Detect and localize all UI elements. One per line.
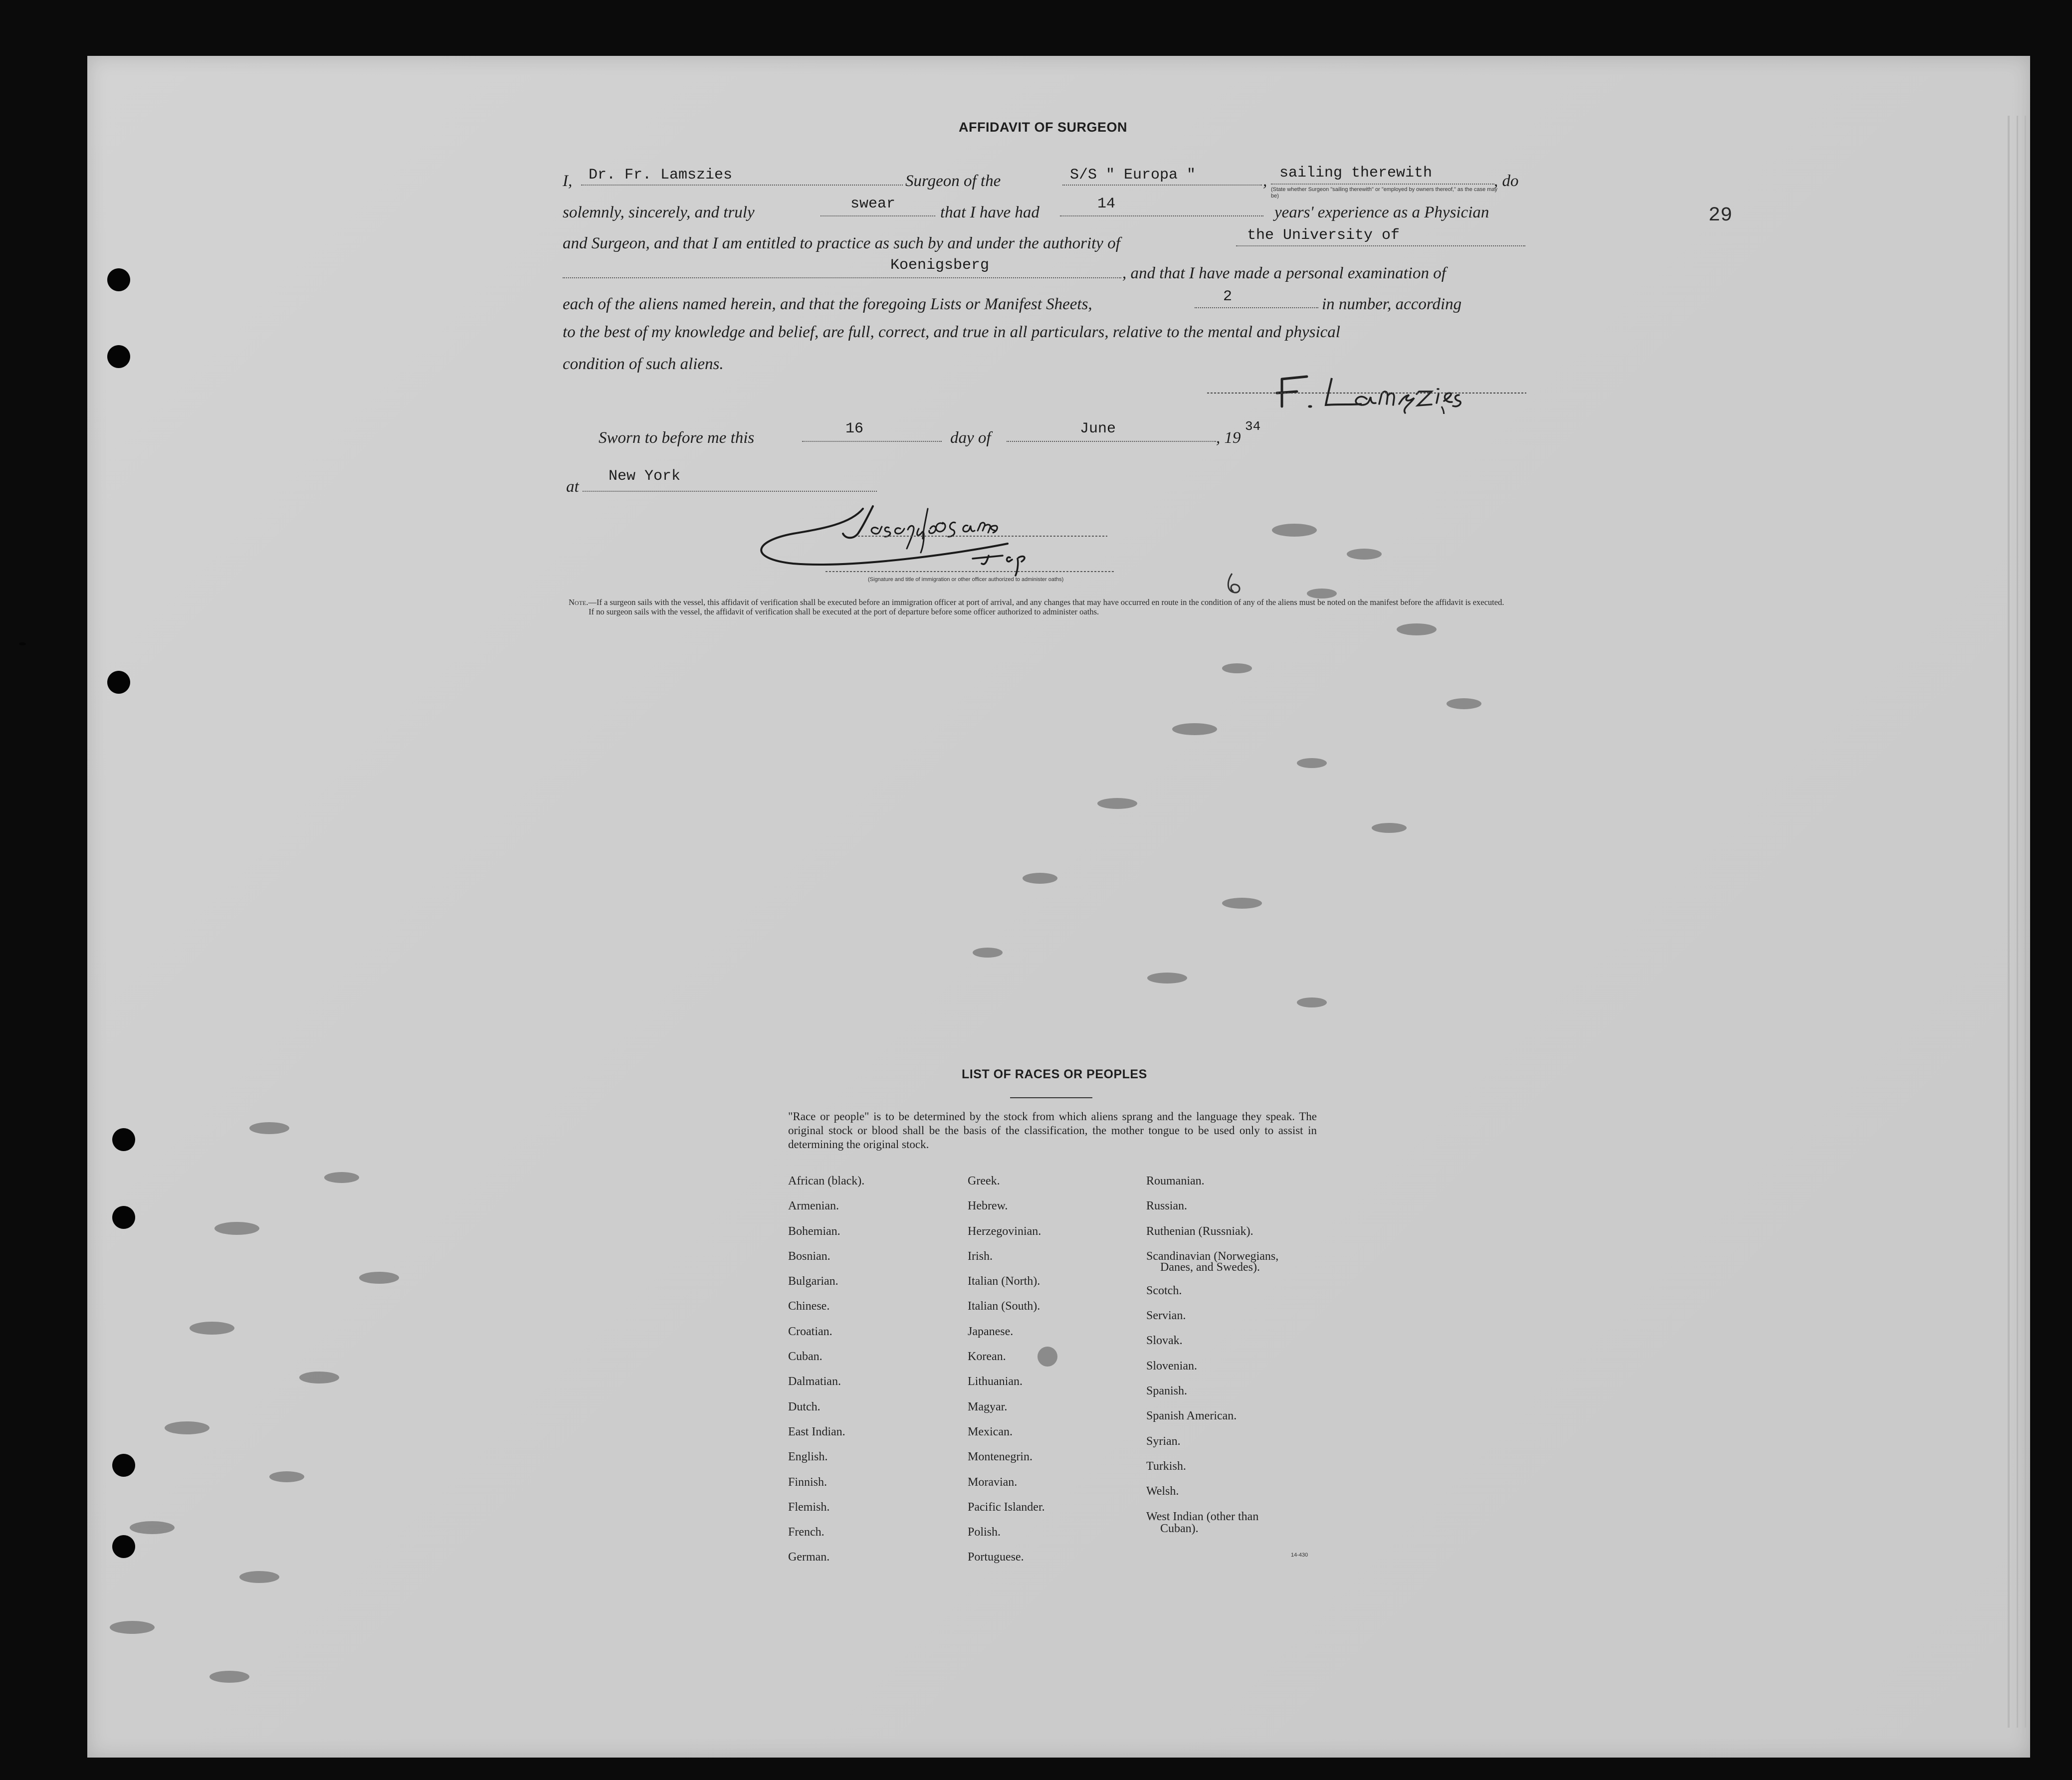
races-column-2 — [968, 1175, 1045, 1576]
authority-name: the University of — [1247, 227, 1400, 244]
years-exp-label: years' experience as a Physician — [1274, 203, 1489, 221]
binder-hole — [107, 268, 130, 291]
fill-rule — [1060, 215, 1263, 216]
race-item: Portuguese. — [968, 1551, 1024, 1564]
binder-hole — [112, 1128, 135, 1151]
fill-rule — [583, 491, 877, 492]
page-edge — [2025, 116, 2026, 1728]
officer-caption: (Signature and title of immigration or other officer authorized to administer oaths) — [868, 577, 1064, 583]
race-item: Armenian. — [788, 1199, 839, 1213]
race-item: Bosnian. — [788, 1249, 830, 1263]
affidavit-title: AFFIDAVIT OF SURGEON — [959, 120, 1127, 135]
comma: , — [1263, 172, 1267, 190]
manifest-sheets-count: 2 — [1223, 288, 1233, 305]
note-line-2: If no surgeon sails with the vessel, the affidavit of verification shall be executed at the port of departure before some officer authorized to administer oaths. — [589, 607, 1099, 616]
binder-hole — [107, 345, 130, 368]
race-item: Spanish American. — [1146, 1409, 1237, 1423]
race-item: Syrian. — [1146, 1434, 1181, 1448]
day-of-label: day of — [950, 429, 991, 447]
affidavit-note — [569, 597, 1531, 616]
binder-hole — [107, 671, 130, 694]
race-item: Ruthenian (Russniak). — [1146, 1224, 1253, 1238]
race-item: Finnish. — [788, 1475, 828, 1489]
race-item: Dalmatian. — [788, 1375, 841, 1388]
races-intro: "Race or people" is to be determined by the stock from which aliens sprang and the language they speak. The original stock or blood shall be the basis of the classification, the mother tongue to be used only to assist in determining the original stock. — [788, 1110, 1317, 1151]
sailing-note: (State whether Surgeon "sailing therewith" or "employed by owners thereof," as the case may be) — [1271, 187, 1498, 199]
race-item: Moravian. — [968, 1475, 1018, 1489]
oath-type: swear — [850, 196, 896, 212]
sworn-month: June — [1080, 420, 1116, 437]
scribble-mark — [1222, 571, 1252, 596]
binder-hole — [112, 1454, 135, 1477]
fill-rule — [581, 185, 903, 186]
ship-name: S/S " Europa " — [1070, 167, 1196, 184]
race-item: Slovenian. — [1146, 1359, 1197, 1373]
officer-signature — [758, 494, 1147, 589]
race-item: Herzegovinian. — [968, 1224, 1041, 1238]
races-column-1 — [788, 1175, 864, 1576]
race-item: Chinese. — [788, 1300, 830, 1313]
fill-rule — [563, 277, 1121, 278]
surgeon-signature — [1207, 359, 1526, 414]
race-item: Pacific Islander. — [968, 1500, 1045, 1514]
race-item: West Indian (other than — [1146, 1510, 1259, 1523]
entitled-text: and Surgeon, and that I am entitled to practice as such by and under the authority of — [563, 234, 1120, 252]
race-item: Italian (South). — [968, 1300, 1040, 1313]
affidavit-i: I, — [563, 172, 573, 190]
race-item: Roumanian. — [1146, 1175, 1205, 1187]
race-item: Irish. — [968, 1249, 993, 1263]
race-item: Bulgarian. — [788, 1275, 838, 1288]
binder-hole — [112, 1535, 135, 1558]
race-item: Cuban. — [788, 1350, 823, 1364]
race-item: Russian. — [1146, 1199, 1188, 1213]
race-item: Hebrew. — [968, 1199, 1008, 1213]
race-item: Lithuanian. — [968, 1375, 1023, 1388]
race-item: Japanese. — [968, 1325, 1014, 1338]
race-item: Magyar. — [968, 1400, 1008, 1413]
race-item: Croatian. — [788, 1325, 832, 1338]
at-label: at — [566, 478, 579, 496]
race-item: Montenegrin. — [968, 1450, 1033, 1464]
fill-rule — [1007, 441, 1216, 442]
authority-name-cont: Koenigsberg — [890, 257, 990, 274]
that-had-label: that I have had — [940, 203, 1039, 221]
condition-text: condition of such aliens. — [563, 355, 724, 373]
speck — [19, 642, 26, 645]
page-number: 29 — [1708, 204, 1733, 227]
fill-rule — [1271, 184, 1494, 185]
title-underline — [1010, 1097, 1092, 1098]
race-item: Greek. — [968, 1175, 1000, 1187]
race-item: Scotch. — [1146, 1284, 1182, 1297]
sworn-label: Sworn to before me this — [599, 429, 755, 447]
race-item: African (black). — [788, 1175, 865, 1187]
note-label: Note. — [569, 597, 589, 607]
sworn-day: 16 — [845, 420, 864, 437]
race-item: East Indian. — [788, 1425, 845, 1438]
in-number-label: in number, according — [1322, 295, 1462, 313]
fill-rule — [1236, 245, 1525, 246]
page-edge — [2017, 116, 2018, 1728]
race-item: Italian (North). — [968, 1275, 1040, 1288]
years-experience: 14 — [1097, 196, 1116, 212]
races-column-3 — [1146, 1175, 1278, 1547]
race-item: Turkish. — [1146, 1459, 1186, 1473]
binder-hole — [112, 1206, 135, 1229]
form-code: 14-430 — [1291, 1552, 1308, 1558]
race-item: Bohemian. — [788, 1224, 840, 1238]
surgeon-name: Dr. Fr. Lamszies — [589, 167, 733, 184]
fill-rule — [1062, 185, 1262, 186]
personal-exam-text: , and that I have made a personal examination of — [1122, 264, 1446, 282]
fill-rule — [821, 215, 935, 216]
race-item: Welsh. — [1146, 1485, 1179, 1498]
fill-rule — [802, 441, 942, 442]
race-item-cont: Cuban). — [1160, 1522, 1199, 1535]
knowledge-text: to the best of my knowledge and belief, are full, correct, and true in all particulars, relative to the mental and physical — [563, 323, 1340, 341]
race-item: Servian. — [1146, 1309, 1186, 1323]
race-item: English. — [788, 1450, 828, 1464]
foregoing-lists-text: each of the aliens named herein, and that the foregoing Lists or Manifest Sheets, — [563, 295, 1092, 313]
race-item: Polish. — [968, 1526, 1001, 1539]
do-label: , do — [1494, 172, 1519, 190]
race-item: Scandinavian (Norwegians, — [1146, 1249, 1279, 1263]
sailing-status: sailing therewith — [1279, 165, 1433, 182]
surgeon-of-label: Surgeon of the — [905, 172, 1001, 190]
year-prefix: , 19 — [1216, 429, 1241, 447]
solemnly-label: solemnly, sincerely, and truly — [563, 203, 755, 221]
race-item: German. — [788, 1551, 830, 1564]
note-line-1: —If a surgeon sails with the vessel, this affidavit of verification shall be executed before an immigration officer at port of arrival, and any changes that may have occurred en route in the condition of any of the aliens must be noted on the manifest before the affidavit is executed. — [588, 597, 1504, 607]
race-item: Mexican. — [968, 1425, 1013, 1438]
sworn-place: New York — [609, 468, 681, 485]
races-title: LIST OF RACES OR PEOPLES — [962, 1067, 1147, 1081]
race-item: Spanish. — [1146, 1384, 1188, 1398]
year-suffix: 34 — [1245, 419, 1261, 434]
fill-rule — [1195, 307, 1318, 308]
page-edge — [2008, 116, 2010, 1728]
race-item: Flemish. — [788, 1500, 830, 1514]
race-item: French. — [788, 1526, 825, 1539]
race-item: Dutch. — [788, 1400, 821, 1413]
race-item-cont: Danes, and Swedes). — [1160, 1260, 1260, 1274]
race-item: Korean. — [968, 1350, 1006, 1364]
race-item: Slovak. — [1146, 1334, 1183, 1348]
